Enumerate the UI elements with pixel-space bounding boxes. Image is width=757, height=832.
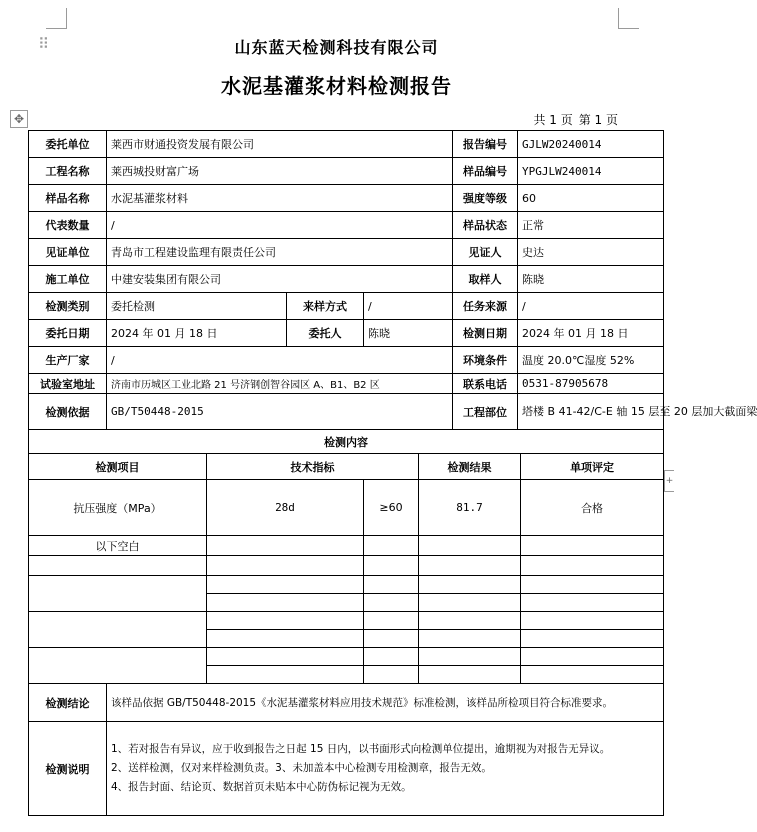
result-age: 28d [207, 480, 364, 536]
environment-value[interactable]: 温度 20.0℃湿度 52% [518, 347, 664, 374]
current-page: 第 1 页 [578, 113, 618, 127]
report-title: 水泥基灌浆材料检测报告 [221, 74, 452, 98]
sampler-value[interactable]: 陈晓 [518, 266, 664, 293]
table-row [29, 430, 664, 454]
witness-unit-value[interactable]: 青岛市工程建设监理有限责任公司 [107, 239, 453, 266]
quantity-value[interactable]: / [107, 212, 453, 239]
result-value: 81.7 [419, 480, 521, 536]
task-source-label: 任务来源 [453, 293, 518, 320]
witness-value[interactable]: 史达 [518, 239, 664, 266]
table-row [29, 612, 664, 630]
table-row [29, 480, 664, 536]
manufacturer-label: 生产厂家 [29, 347, 107, 374]
sample-no-label: 样品编号 [453, 158, 518, 185]
conclusion-text[interactable]: 该样品依据 GB/T50448-2015《水泥基灌浆材料应用技术规范》标准检测，该样品所检项目符合标准要求。 [107, 684, 664, 722]
test-date-value[interactable]: 2024 年 01 月 18 日 [518, 320, 664, 347]
result-verdict: 合格 [521, 480, 664, 536]
lab-address-value[interactable]: 济南市历城区工业北路 21 号济钢创智谷园区 A、B1、B2 区 [107, 374, 453, 394]
page-counter [527, 111, 618, 128]
client-label: 委托单位 [29, 131, 107, 158]
table-move-icon[interactable]: ✥ [10, 110, 28, 128]
table-row [29, 212, 664, 239]
sample-name-value[interactable]: 水泥基灌浆材料 [107, 185, 453, 212]
entrust-date-label: 委托日期 [29, 320, 107, 347]
test-date-label: 检测日期 [453, 320, 518, 347]
basis-label: 检测依据 [29, 394, 107, 430]
table-add-icon[interactable]: + [664, 470, 674, 492]
lab-address-label: 试验室地址 [29, 374, 107, 394]
table-row [29, 266, 664, 293]
sampling-method-value[interactable]: / [364, 293, 453, 320]
sample-name-label: 样品名称 [29, 185, 107, 212]
entrust-date-value[interactable]: 2024 年 01 月 18 日 [107, 320, 287, 347]
table-row [29, 454, 664, 480]
project-label: 工程名称 [29, 158, 107, 185]
environment-label: 环境条件 [453, 347, 518, 374]
table-row [29, 536, 664, 556]
sampling-method-label: 来样方式 [287, 293, 364, 320]
test-type-label: 检测类别 [29, 293, 107, 320]
task-source-value[interactable]: / [518, 293, 664, 320]
company-name: 山东蓝天检测科技有限公司 [234, 38, 439, 57]
witness-label: 见证人 [453, 239, 518, 266]
drag-grip-icon[interactable]: ⠿ [38, 35, 49, 53]
table-row [29, 374, 664, 394]
sampler-label: 取样人 [453, 266, 518, 293]
client-value[interactable]: 莱西市财通投资发展有限公司 [107, 131, 453, 158]
notes-label: 检测说明 [29, 722, 107, 816]
witness-unit-label: 见证单位 [29, 239, 107, 266]
basis-value[interactable]: GB/T50448-2015 [107, 394, 453, 430]
note-line: 2、送样检测，仅对来样检测负责。3、未加盖本中心检测专用检测章，报告无效。 [111, 762, 492, 774]
quantity-label: 代表数量 [29, 212, 107, 239]
report-no-value[interactable]: GJLW20240014 [518, 131, 664, 158]
note-line: 1、若对报告有异议，应于收到报告之日起 15 日内，以书面形式向检测单位提出，逾期视为对报告无异议。 [111, 743, 611, 755]
construction-value[interactable]: 中建安装集团有限公司 [107, 266, 453, 293]
result-item: 抗压强度（MPa） [29, 480, 207, 536]
col-header-spec: 技术指标 [207, 454, 419, 480]
manufacturer-value[interactable]: / [107, 347, 453, 374]
location-value[interactable]: 塔楼 B 41-42/C-E 轴 15 层至 20 层加大截面梁 [518, 394, 664, 430]
total-pages: 共 1 页 [533, 113, 573, 127]
phone-value[interactable]: 0531-87905678 [518, 374, 664, 394]
table-row [29, 347, 664, 374]
notes-text[interactable] [107, 722, 664, 816]
grade-value[interactable]: 60 [518, 185, 664, 212]
table-row [29, 648, 664, 666]
report-no-label: 报告编号 [453, 131, 518, 158]
state-value[interactable]: 正常 [518, 212, 664, 239]
grade-label: 强度等级 [453, 185, 518, 212]
test-type-value[interactable]: 委托检测 [107, 293, 287, 320]
table-row [29, 293, 664, 320]
phone-label: 联系电话 [453, 374, 518, 394]
col-header-item: 检测项目 [29, 454, 207, 480]
report-table [28, 130, 757, 816]
table-row [29, 320, 664, 347]
note-line: 4、报告封面、结论页、数据首页未贴本中心防伪标记视为无效。 [111, 781, 412, 793]
sample-no-value[interactable]: YPGJLW240014 [518, 158, 664, 185]
location-label: 工程部位 [453, 394, 518, 430]
entrust-person-value[interactable]: 陈晓 [364, 320, 453, 347]
table-row [29, 158, 664, 185]
project-value[interactable]: 莱西城投财富广场 [107, 158, 453, 185]
table-row [29, 239, 664, 266]
table-row [29, 684, 664, 722]
table-row [29, 576, 664, 594]
table-row [29, 722, 664, 816]
section-title: 检测内容 [29, 430, 664, 454]
state-label: 样品状态 [453, 212, 518, 239]
blank-note: 以下空白 [29, 536, 207, 556]
page-corner-mark [46, 8, 67, 29]
result-spec: ≥60 [364, 480, 419, 536]
table-row [29, 556, 664, 576]
table-row [29, 394, 664, 430]
construction-label: 施工单位 [29, 266, 107, 293]
col-header-result: 检测结果 [419, 454, 521, 480]
entrust-person-label: 委托人 [287, 320, 364, 347]
conclusion-label: 检测结论 [29, 684, 107, 722]
col-header-verdict: 单项评定 [521, 454, 664, 480]
table-row [29, 185, 664, 212]
page-corner-mark [618, 8, 639, 29]
table-row [29, 131, 664, 158]
